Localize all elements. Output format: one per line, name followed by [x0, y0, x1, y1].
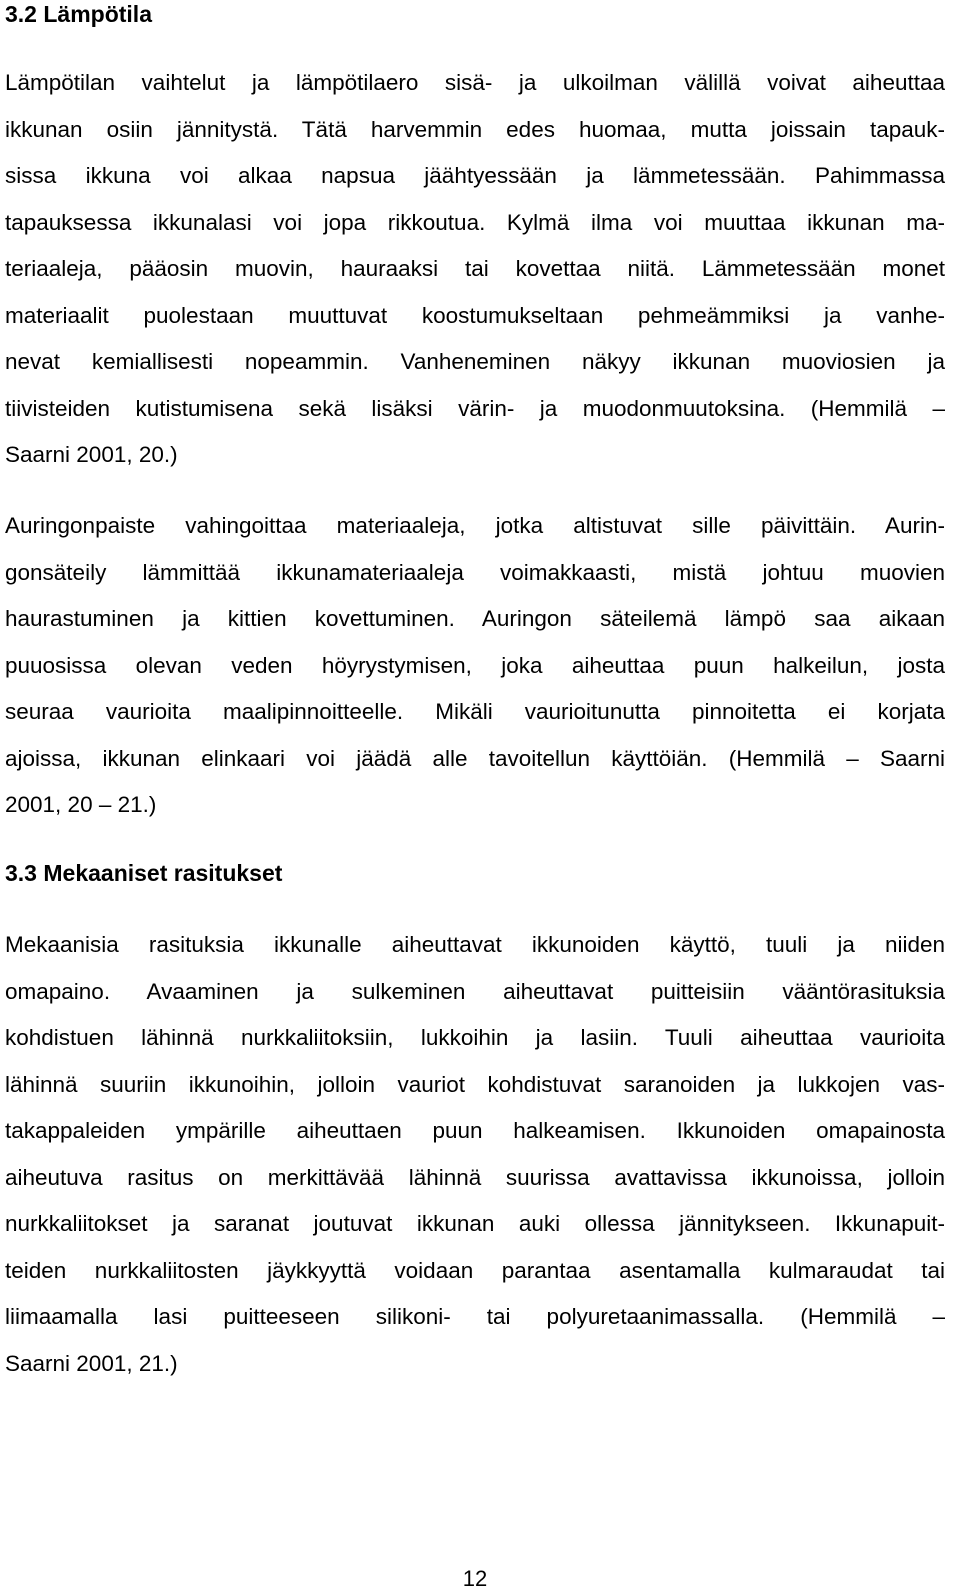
- text-line: nurkkaliitokset ja saranat joutuvat ikkunan auki ollessa jännitykseen. Ikkunapuit-: [5, 1211, 945, 1236]
- text-line: ikkunan osiin jännitystä. Tätä harvemmin edes huomaa, mutta joissain tapauk-: [5, 116, 945, 142]
- section-heading: 3.2 Lämpötila: [5, 1, 152, 27]
- paragraph: [5, 503, 945, 829]
- text-line: ajoissa, ikkunan elinkaari voi jäädä alle tavoitellun käyttöiän. (Hemmilä – Saarni: [5, 745, 945, 771]
- text-line: tiivisteiden kutistumisena sekä lisäksi värin- ja muodonmuutoksina. (Hemmilä –: [5, 395, 945, 421]
- text-line: nevat kemiallisesti nopeammin. Vanheneminen näkyy ikkunan muoviosien ja: [5, 349, 945, 374]
- section-heading: 3.3 Mekaaniset rasitukset: [5, 860, 283, 886]
- text-line: takappaleiden ympärille aiheuttaen puun halkeamisen. Ikkunoiden omapainosta: [5, 1118, 945, 1143]
- text-line: 2001, 20 – 21.): [5, 792, 157, 817]
- text-line: tapauksessa ikkunalasi voi jopa rikkoutua. Kylmä ilma voi muuttaa ikkunan ma-: [5, 209, 945, 235]
- text-line: Lämpötilan vaihtelut ja lämpötilaero sisä- ja ulkoilman välillä voivat aiheuttaa: [5, 70, 945, 95]
- text-line: aiheutuva rasitus on merkittävää lähinnä suurissa avattavissa ikkunoissa, jolloin: [5, 1164, 945, 1190]
- text-line: Saarni 2001, 20.): [5, 442, 178, 467]
- text-line: Saarni 2001, 21.): [5, 1350, 178, 1376]
- text-line: liimaamalla lasi puitteeseen silikoni- tai polyuretaanimassalla. (Hemmilä –: [5, 1304, 945, 1329]
- text-line: Auringonpaiste vahingoittaa materiaaleja, jotka altistuvat sille päivittäin. Aurin-: [5, 513, 945, 538]
- page-number: 12: [462, 1566, 488, 1591]
- text-line: sissa ikkuna voi alkaa napsua jäähtyessään ja lämmetessään. Pahimmassa: [5, 163, 945, 188]
- text-line: materiaalit puolestaan muuttuvat koostumukseltaan pehmeämmiksi ja vanhe-: [5, 302, 945, 328]
- text-line: seuraa vaurioita maalipinnoitteelle. Mikäli vaurioitunutta pinnoitetta ei korjata: [5, 699, 945, 724]
- text-line: haurastuminen ja kittien kovettuminen. Auringon säteilemä lämpö saa aikaan: [5, 606, 945, 631]
- paragraph: [5, 922, 945, 1387]
- text-line: kohdistuen lähinnä nurkkaliitoksiin, lukkoihin ja lasiin. Tuuli aiheuttaa vaurioita: [5, 1025, 945, 1050]
- paragraph: [5, 60, 945, 479]
- text-line: gonsäteily lämmittää ikkunamateriaaleja voimakkaasti, mistä johtuu muovien: [5, 559, 945, 585]
- text-line: puuosissa olevan veden höyrystymisen, joka aiheuttaa puun halkeilun, josta: [5, 652, 945, 678]
- text-line: teiden nurkkaliitosten jäykkyyttä voidaan parantaa asentamalla kulmaraudat tai: [5, 1257, 945, 1283]
- text-line: omapaino. Avaaminen ja sulkeminen aiheuttavat puitteisiin vääntörasituksia: [5, 978, 945, 1004]
- text-line: lähinnä suuriin ikkunoihin, jolloin vauriot kohdistuvat saranoiden ja lukkojen vas-: [5, 1071, 945, 1097]
- text-line: Mekaanisia rasituksia ikkunalle aiheuttavat ikkunoiden käyttö, tuuli ja niiden: [5, 932, 945, 957]
- text-line: teriaaleja, pääosin muovin, hauraaksi tai kovettaa niitä. Lämmetessään monet: [5, 256, 945, 281]
